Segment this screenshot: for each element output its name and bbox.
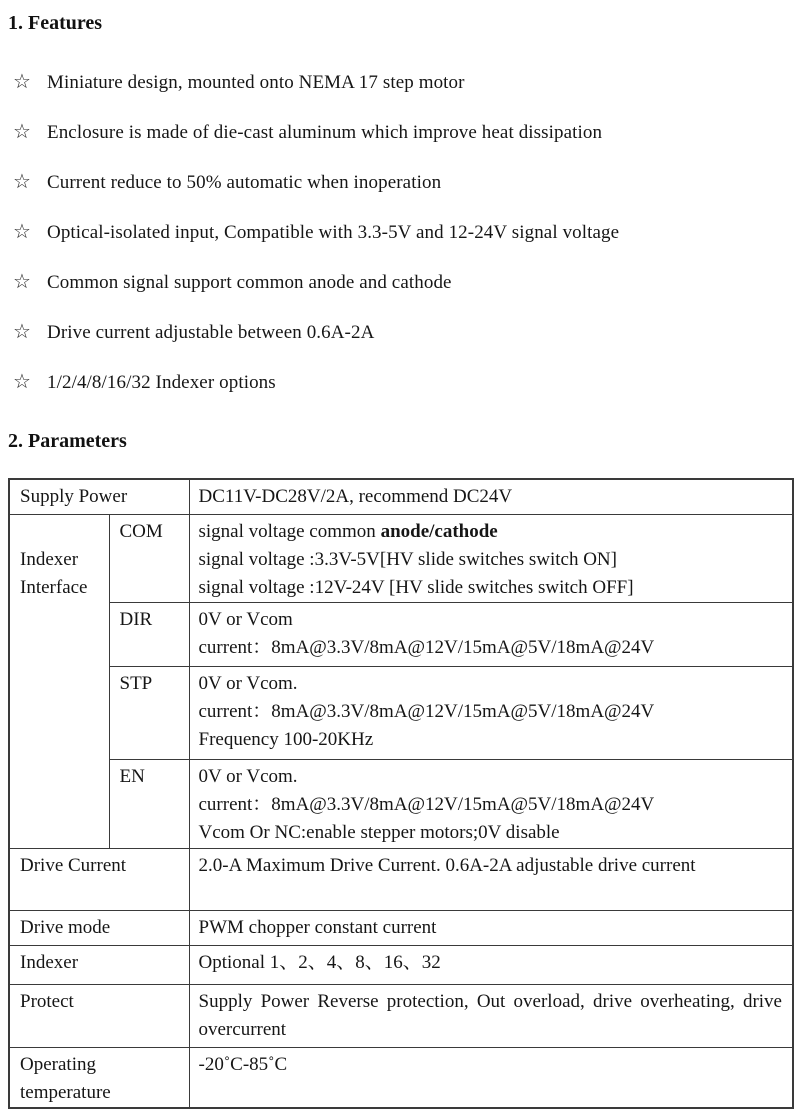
star-icon: ☆	[13, 271, 31, 293]
star-icon: ☆	[13, 71, 31, 93]
drive-current-label: Drive Current	[9, 848, 189, 910]
com-signal-label: COM	[109, 514, 189, 602]
stp-line-2: current：8mA@3.3V/8mA@12V/15mA@5V/18mA@24V	[198, 700, 655, 722]
star-icon: ☆	[13, 221, 31, 243]
en-signal-value	[189, 759, 793, 848]
com-line-3: signal voltage :12V-24V [HV slide switches switch OFF]	[198, 576, 634, 598]
com-line-2: signal voltage :3.3V-5V[HV slide switches switch ON]	[198, 548, 617, 570]
feature-text: Enclosure is made of die-cast aluminum which improve heat dissipation	[47, 122, 603, 143]
protect-row	[9, 984, 793, 1047]
feature-item	[8, 370, 792, 420]
com-row	[9, 514, 793, 602]
en-line-2: current：8mA@3.3V/8mA@12V/15mA@5V/18mA@24V	[198, 793, 655, 815]
dir-signal-label: DIR	[109, 602, 189, 666]
drive-current-row	[9, 848, 793, 910]
feature-text: Common signal support common anode and cathode	[47, 272, 452, 293]
parameters-table	[8, 478, 794, 1109]
feature-item	[8, 70, 792, 120]
supply-power-label: Supply Power	[9, 479, 189, 514]
en-line-3: Vcom Or NC:enable stepper motors;0V disable	[198, 821, 560, 843]
feature-text: Optical-isolated input, Compatible with 3.3-5V and 12-24V signal voltage	[47, 222, 620, 243]
indexer-value: Optional 1、2、4、8、16、32	[189, 945, 793, 984]
feature-text: Miniature design, mounted onto NEMA 17 step motor	[47, 72, 465, 93]
operating-temperature-row	[9, 1047, 793, 1108]
features-list	[8, 70, 792, 420]
feature-text: Current reduce to 50% automatic when inoperation	[47, 172, 442, 193]
parameters-heading: 2. Parameters	[8, 430, 127, 452]
feature-item	[8, 270, 792, 320]
dir-row	[9, 602, 793, 666]
operating-temperature-label: Operating temperature	[9, 1047, 189, 1108]
supply-power-value: DC11V-DC28V/2A, recommend DC24V	[189, 479, 793, 514]
feature-text: Drive current adjustable between 0.6A-2A	[47, 322, 375, 343]
dir-line-1: 0V or Vcom	[198, 608, 293, 630]
supply-power-row	[9, 479, 793, 514]
stp-line-1: 0V or Vcom.	[198, 672, 298, 694]
feature-item	[8, 220, 792, 270]
star-icon: ☆	[13, 371, 31, 393]
com-signal-value	[189, 514, 793, 602]
protect-label: Protect	[9, 984, 189, 1047]
star-icon: ☆	[13, 321, 31, 343]
stp-signal-value	[189, 666, 793, 759]
en-row	[9, 759, 793, 848]
feature-text: 1/2/4/8/16/32 Indexer options	[47, 372, 276, 393]
indexer-label: Indexer	[9, 945, 189, 984]
dir-line-2: current：8mA@3.3V/8mA@12V/15mA@5V/18mA@24V	[198, 636, 655, 658]
feature-item	[8, 320, 792, 370]
en-signal-label: EN	[109, 759, 189, 848]
protect-value: Supply Power Reverse protection, Out overload, drive overheating, drive overcurrent	[189, 984, 793, 1047]
drive-mode-label: Drive mode	[9, 910, 189, 945]
feature-item	[8, 170, 792, 220]
indexer-interface-label: Indexer Interface	[9, 514, 109, 848]
com-line-1: signal voltage common anode/cathode	[198, 520, 498, 542]
stp-line-3: Frequency 100-20KHz	[198, 728, 374, 750]
star-icon: ☆	[13, 121, 31, 143]
star-icon: ☆	[13, 171, 31, 193]
operating-temperature-value: -20˚C-85˚C	[189, 1047, 793, 1108]
feature-item	[8, 120, 792, 170]
en-line-1: 0V or Vcom.	[198, 765, 298, 787]
features-heading: 1. Features	[8, 12, 103, 34]
dir-signal-value	[189, 602, 793, 666]
indexer-row	[9, 945, 793, 984]
drive-current-value: 2.0-A Maximum Drive Current. 0.6A-2A adjustable drive current	[189, 848, 793, 910]
com-line-1-bold: anode/cathode	[380, 520, 498, 542]
drive-mode-value: PWM chopper constant current	[189, 910, 793, 945]
stp-row	[9, 666, 793, 759]
stp-signal-label: STP	[109, 666, 189, 759]
drive-mode-row	[9, 910, 793, 945]
